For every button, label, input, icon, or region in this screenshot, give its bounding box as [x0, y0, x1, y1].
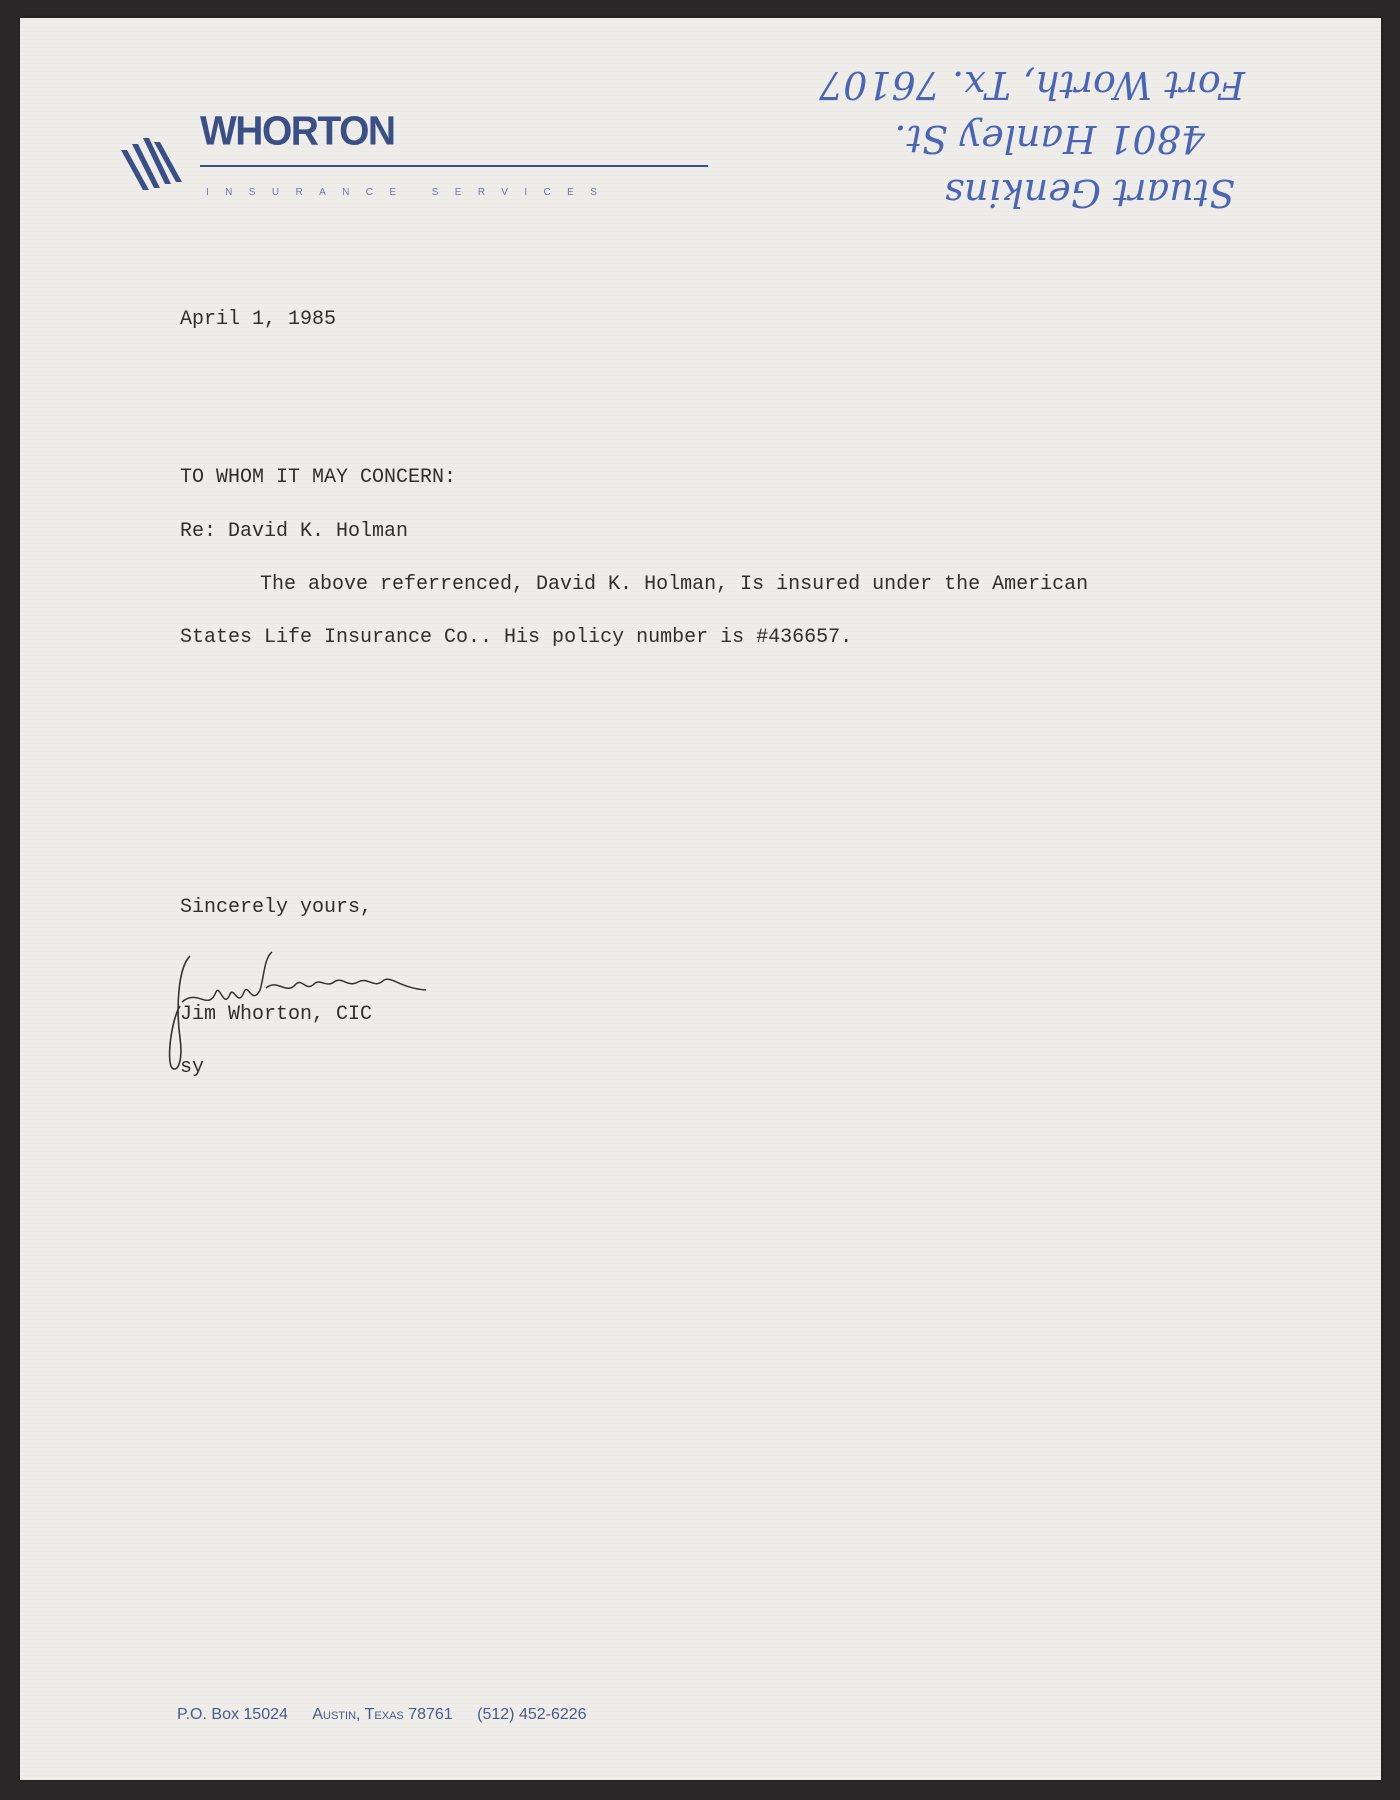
typist-initials: sy	[180, 1056, 205, 1079]
re-line: Re: David K. Holman	[180, 520, 409, 543]
signer-name: Jim Whorton, CIC	[180, 1003, 373, 1026]
footer-contact	[177, 1706, 607, 1724]
handwritten-line: 4801 Hanley St.	[894, 117, 1205, 161]
body-line-2: States Life Insurance Co.. His policy number is #436657.	[180, 626, 853, 649]
footer-city: Austin, Texas 78761	[312, 1706, 453, 1723]
handwritten-line: Stuart Genkins	[944, 171, 1235, 215]
footer-phone: (512) 452-6226	[477, 1706, 587, 1723]
letterhead-rule	[200, 165, 708, 167]
footer-po-box: P.O. Box 15024	[177, 1706, 288, 1723]
company-tagline: INSURANCE SERVICES	[206, 187, 614, 198]
salutation: TO WHOM IT MAY CONCERN:	[180, 466, 457, 489]
whorton-logo-icon	[121, 138, 185, 194]
letter-date: April 1, 1985	[180, 308, 337, 331]
closing: Sincerely yours,	[180, 896, 373, 919]
body-line-1: The above referrenced, David K. Holman, Is insured under the American	[260, 573, 1089, 596]
handwritten-address-note	[795, 48, 1275, 218]
letter-page	[20, 18, 1381, 1780]
handwritten-line: Fort Worth, Tx. 76107	[819, 63, 1245, 107]
company-name: WHORTON	[200, 108, 395, 155]
